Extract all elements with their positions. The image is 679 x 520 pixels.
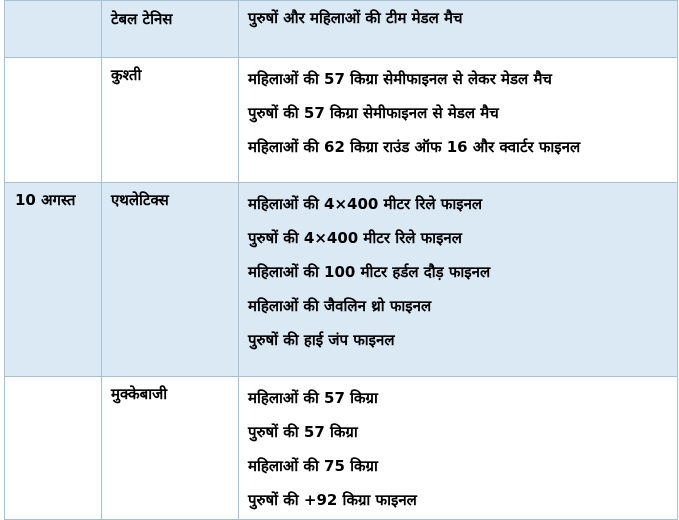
sport-cell [102,183,239,377]
olympics-schedule-table [4,0,678,520]
sport-cell [102,58,239,183]
date-label [5,377,101,383]
table-row [5,183,678,377]
date-label: 10 अगस्त [15,191,76,209]
sport-label: टेबल टेनिस [111,10,173,28]
event-list [239,1,677,30]
event-item: पुरुषों की 57 किग्रा सेमीफाइनल से मेडल मैच [248,104,499,122]
event-item: पुरुषों की हाई जंप फाइनल [248,331,395,349]
event-item: पुरुषों की +92 किग्रा फाइनल [248,491,417,509]
sport-label: एथलेटिक्स [111,191,169,209]
event-item: पुरुषों की 57 किग्रा [248,423,358,441]
table-row [5,377,678,520]
sport-cell [102,377,239,520]
event-item: महिलाओं की 75 किग्रा [248,457,378,475]
events-cell [239,58,678,183]
event-list [239,183,677,357]
event-item: महिलाओं की 4×400 मीटर रिले फाइनल [248,195,483,213]
event-item: महिलाओं की 57 किग्रा [248,389,378,407]
event-item: महिलाओं की जैवलिन थ्रो फाइनल [248,297,432,315]
sport-label: मुक्केबाजी [111,385,168,403]
sport-label: कुश्ती [111,66,142,84]
event-item: पुरुषों और महिलाओं की टीम मेडल मैच [248,9,463,27]
event-list [239,58,677,164]
table-row [5,58,678,183]
date-cell [5,183,102,377]
date-cell [5,377,102,520]
event-list [239,377,677,517]
date-cell [5,58,102,183]
event-item: महिलाओं की 100 मीटर हर्डल दौड़ फाइनल [248,263,491,281]
date-cell [5,1,102,58]
events-cell [239,1,678,58]
events-cell [239,377,678,520]
sport-cell [102,1,239,58]
event-item: पुरुषों की 4×400 मीटर रिले फाइनल [248,229,462,247]
event-item: महिलाओं की 62 किग्रा राउंड ऑफ 16 और क्वार्टर फाइनल [248,138,581,156]
event-item: महिलाओं की 57 किग्रा सेमीफाइनल से लेकर मेडल मैच [248,70,552,88]
table-row [5,1,678,58]
events-cell [239,183,678,377]
date-label [5,58,101,64]
date-label [5,1,101,7]
